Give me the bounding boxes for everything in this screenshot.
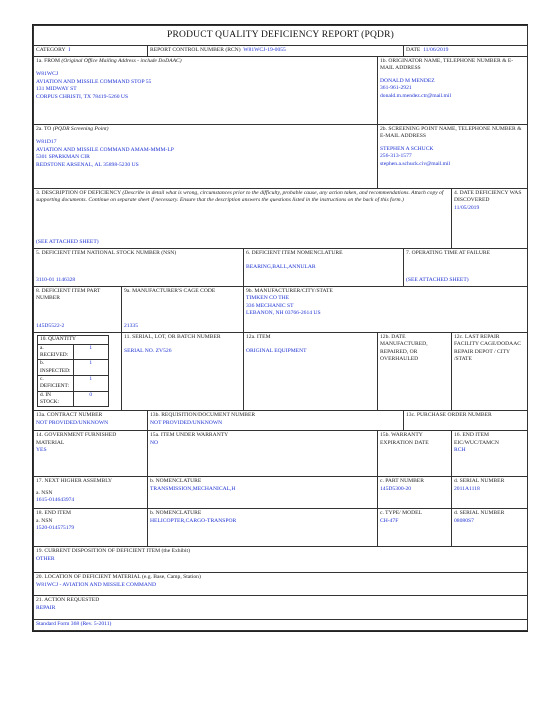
requisition-field: [148, 411, 404, 431]
form-title: PRODUCT QUALITY DEFICIENCY REPORT (PQDR): [34, 26, 528, 46]
received-value: 1: [73, 344, 109, 360]
description-value: (SEE ATTACHED SHEET): [36, 239, 99, 246]
end-item-serial-label: d. SERIAL NUMBER: [454, 510, 505, 517]
action-label: 21. ACTION REQUESTED: [36, 597, 100, 604]
from-line-3: 131 MIDWAY ST: [36, 86, 77, 93]
category-field: [34, 45, 148, 56]
date-field: [404, 45, 528, 56]
end-item-serial-value: 08080S7: [454, 517, 474, 524]
end-item-nomenclature-field: [148, 509, 378, 547]
part-field: [34, 286, 122, 332]
disposition-label: 19. CURRENT DISPOSITION OF DEFICIENT ITEM (the Exhibit): [36, 548, 190, 555]
nha-field: [34, 477, 148, 509]
gfm-field: [34, 431, 148, 477]
screening-name: STEPHEN A SCHUCK: [380, 145, 434, 152]
nha-serial-field: [452, 477, 528, 509]
warranty-exp-label: 15b. WARRANTY EXPIRATION DATE: [380, 432, 429, 446]
gfm-label: 14. GOVERNMENT FURNISHED MATERIAL: [36, 432, 117, 446]
warranty-label: 15a. ITEM UNDER WARRANTY: [150, 432, 229, 439]
nha-nomenclature-value: TRANSMISSION,MECHANICAL,H: [150, 485, 236, 492]
from-hint: (Original Office Mailing Address - include DoDAAC): [61, 57, 182, 64]
end-item-type-label: c. TYPE/ MODEL: [380, 510, 423, 517]
date-manufactured-label: 12b. DATE MANUFACTURED, REPAIRED, OR OVERHAULED: [380, 333, 428, 363]
from-label: 1a. FROM: [36, 57, 60, 64]
operating-field: [404, 248, 528, 286]
discovered-value: 11/05/2019: [454, 204, 480, 211]
nha-nsn-value: 1615-014643974: [36, 497, 75, 504]
from-line-2: AVIATION AND MISSILE COMMAND STOP 55: [36, 78, 152, 85]
contract-value: NOT PROVIDED/UNKNOWN: [36, 419, 109, 426]
purchase-order-field: [404, 411, 528, 431]
nha-part-value: 145D5300-20: [380, 485, 412, 492]
from-line-1: W81WCJ: [36, 71, 59, 78]
to-label: 2a. TO: [36, 125, 52, 132]
item-field: [244, 332, 378, 410]
rcn-label: REPORT CONTROL NUMBER (RCN): [150, 46, 241, 53]
originator-label: 1b. ORIGINATOR NAME, TELEPHONE NUMBER & E-MAIL ADDRESS: [380, 57, 514, 72]
nha-nsn-label: a. NSN: [36, 489, 53, 496]
quantity-field: [34, 332, 122, 410]
warranty-value: NO: [150, 439, 159, 446]
part-value: 145D5522-2: [36, 323, 65, 330]
to-field: [34, 124, 378, 188]
serial-lot-field: [122, 332, 244, 410]
deficient-value: 1: [73, 376, 109, 392]
nha-serial-label: d. SERIAL NUMBER: [454, 478, 505, 485]
screening-field: [378, 124, 528, 188]
originator-field: [378, 56, 528, 124]
repair-facility-label: 12c. LAST REPAIR FACILITY CAGE/DODAAC REPAIR DEPOT / CITY /STATE: [454, 333, 521, 363]
end-item-serial-field: [452, 509, 528, 547]
serial-lot-value: SERIAL NO. ZV526: [124, 348, 172, 355]
nha-serial-value: 2011A1118: [454, 485, 480, 492]
end-item-type-value: CH-47F: [380, 517, 399, 524]
contract-label: 13a. CONTRACT NUMBER: [36, 412, 103, 419]
item-value: ORIGINAL EQUIPMENT: [246, 348, 307, 355]
from-line-4: CORPUS CHRISTI, TX 78419-5260 US: [36, 94, 129, 100]
location-value: W81WCJ - AVIATION AND MISSILE COMMAND: [36, 581, 157, 588]
pqdr-form: [32, 24, 528, 632]
discovered-field: [452, 188, 528, 248]
manufacturer-line-2: 336 MECHANIC ST: [246, 302, 294, 309]
end-item-code-field: [452, 431, 528, 477]
nha-nomenclature-label: b. NOMENCLATURE: [150, 478, 202, 485]
description-hint: (Describe in detail what is wrong, circumstances prior to the difficulty, probable cause, any action taken, and recommendations. Attach copy of supporting documents. Continue on separate sheet if necessary. Ensure that the description answers the questions listed in the instructions on the back of this form.): [36, 189, 444, 204]
item-label: 12a. ITEM: [246, 333, 271, 340]
quantity-table: [37, 335, 109, 407]
location-label: 20. LOCATION OF DEFICIENT MATERIAL (e.g. Base, Camp, Station): [36, 574, 201, 581]
manufacturer-label: 9b. MANUFACTURER/CITY/STATE: [246, 287, 333, 294]
quantity-row-in-stock: [38, 391, 109, 407]
rcn-field: [148, 45, 404, 56]
manufacturer-field: [244, 286, 528, 332]
description-label: 3. DESCRIPTION OF DEFICIENCY: [36, 189, 121, 196]
part-label: 8. DEFICIENT ITEM PART NUMBER: [36, 287, 101, 302]
cage-field: [122, 286, 244, 332]
action-value: REPAIR: [36, 604, 56, 611]
nha-nomenclature-field: [148, 477, 378, 509]
screening-email: stephen.a.schuck.civ@mail.mil: [380, 161, 451, 167]
cage-value: 21335: [124, 323, 138, 330]
warranty-exp-field: [378, 431, 452, 477]
gfm-value: YES: [36, 447, 47, 454]
end-item-code-label: 16. END ITEM EIC/WUC/TAMCN: [454, 432, 499, 446]
warranty-field: [148, 431, 378, 477]
from-field: [34, 56, 378, 124]
action-field: [34, 596, 528, 620]
in-stock-label: d. IN STOCK:: [38, 391, 74, 407]
end-item-field: [34, 509, 148, 547]
originator-name: DONALD M MENDEZ: [380, 77, 435, 84]
to-line-4: REDSTONE ARSENAL, AL 35898-5230 US: [36, 162, 139, 168]
originator-email: donald.m.mendez.ctr@mail.mil: [380, 93, 452, 99]
nsn-value: 3110-01 1146328: [36, 277, 76, 284]
end-item-nsn-label: a. NSN: [36, 517, 53, 524]
category-value: I: [68, 46, 71, 53]
description-field: [34, 188, 452, 248]
nsn-field: [34, 248, 244, 286]
serial-lot-label: 11. SERIAL, LOT, OR BATCH NUMBER: [124, 333, 221, 340]
footer-text: Standard Form 368 (Rev. 5-2011): [36, 621, 112, 628]
end-item-nomenclature-value: HELICOPTER,CARGO-TRANSPOR: [150, 517, 237, 524]
manufacturer-line-1: TIMKEN CO THE: [246, 295, 290, 302]
quantity-row-deficient: [38, 376, 109, 392]
end-item-nsn-value: 1520-014575179: [36, 525, 75, 532]
rcn-value: W81WCJ-19-0055: [243, 46, 286, 53]
requisition-label: 13b. REQUISITION/DOCUMENT NUMBER: [150, 412, 256, 419]
to-hint: (PQDR Screening Point): [52, 125, 109, 132]
nomenclature-field: [244, 248, 404, 286]
disposition-field: [34, 547, 528, 573]
end-item-nomenclature-label: b. NOMENCLATURE: [150, 510, 202, 517]
deficient-label: c. DEFICIENT:: [38, 376, 74, 392]
inspected-label: b. INSPECTED:: [38, 360, 74, 376]
quantity-label: 10. QUANTITY: [38, 335, 109, 344]
to-line-3: 5301 SPARKMAN CIR: [36, 154, 90, 161]
operating-value: (SEE ATTACHED SHEET): [406, 277, 469, 284]
nomenclature-value: BEARING,BALL,ANNULAR: [246, 264, 316, 271]
screening-label: 2b. SCREENING POINT NAME, TELEPHONE NUMBER & E-MAIL ADDRESS: [380, 125, 522, 140]
originator-phone: 361-961-2921: [380, 85, 412, 92]
received-label: a. RECEIVED:: [38, 344, 74, 360]
cage-label: 9a. MANUFACTURER'S CAGE CODE: [124, 287, 216, 294]
end-item-type-field: [378, 509, 452, 547]
category-label: CATEGORY: [36, 46, 66, 53]
end-item-label: 18. END ITEM: [36, 510, 71, 517]
nha-part-label: c. PART NUMBER: [380, 478, 424, 485]
to-line-1: W81D17: [36, 139, 57, 146]
date-manufactured-field: [378, 332, 452, 410]
location-field: [34, 573, 528, 596]
contract-field: [34, 411, 148, 431]
nomenclature-label: 6. DEFICIENT ITEM NOMENCLATURE: [246, 249, 343, 256]
nsn-label: 5. DEFICIENT ITEM NATIONAL STOCK NUMBER (NSN): [36, 249, 177, 256]
disposition-value: OTHER: [36, 555, 55, 562]
operating-label: 7. OPERATING TIME AT FAILURE: [406, 249, 491, 256]
repair-facility-field: [452, 332, 528, 410]
discovered-label: 4. DATE DEFICIENCY WAS DISCOVERED: [454, 189, 522, 204]
to-line-2: AVIATION AND MISSILE COMMAND AMAM-MMM-LP: [36, 146, 174, 153]
requisition-value: NOT PROVIDED/UNKNOWN: [150, 419, 223, 426]
date-value: 11/06/2019: [423, 46, 449, 53]
manufacturer-line-3: LEBANON, NH 03766-2614 US: [246, 310, 321, 317]
quantity-row-received: [38, 344, 109, 360]
quantity-row-inspected: [38, 360, 109, 376]
screening-phone: 256-313-1577: [380, 153, 412, 160]
purchase-order-label: 13c. PURCHASE ORDER NUMBER: [406, 412, 492, 419]
end-item-code-value: RCH: [454, 447, 466, 454]
inspected-value: 1: [73, 360, 109, 376]
nha-part-field: [378, 477, 452, 509]
in-stock-value: 0: [73, 391, 109, 407]
date-label: DATE: [406, 46, 421, 53]
form-footer: [34, 620, 528, 631]
nha-label: 17. NEXT HIGHER ASSEMBLY: [36, 478, 113, 485]
